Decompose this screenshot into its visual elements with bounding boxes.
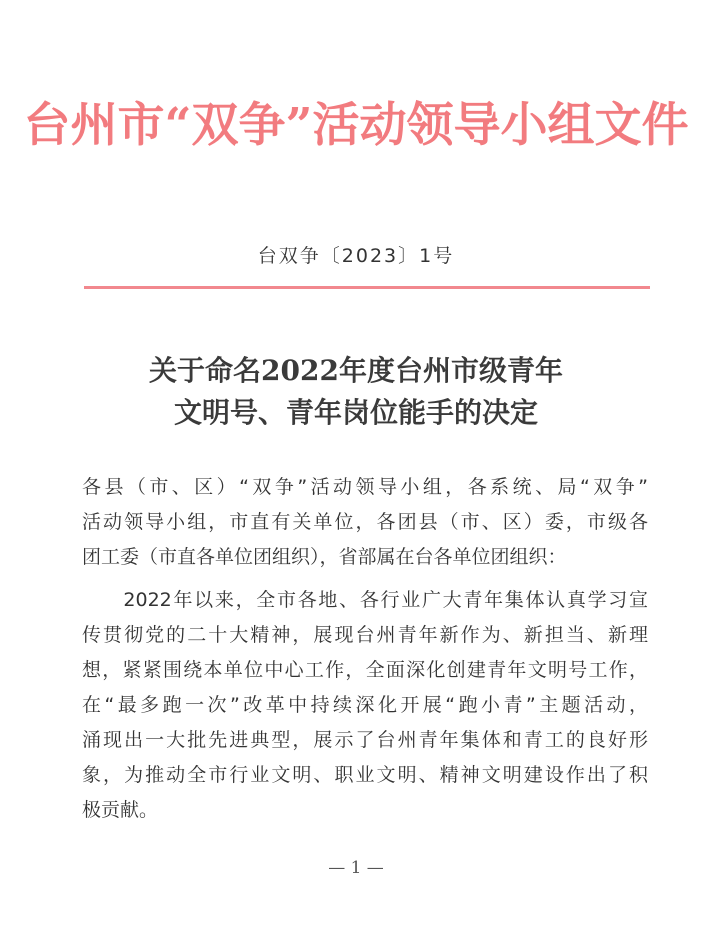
red-divider-rule [84,286,650,289]
page-number: — 1 — [328,858,384,878]
salutation-line: 各县（市、区）“双争”活动领导小组，各系统、局“双争” [82,476,648,498]
salutation [82,470,648,575]
paragraph-line: 2022年以来，全市各地、各行业广大青年集体认真学习宣 [82,589,648,611]
paragraph-line: 想，紧紧围绕本单位中心工作，全面深化创建青年文明号工作， [82,659,648,681]
paragraph-line: 涌现出一大批先进典型，展示了台州青年集体和青工的良好形 [82,729,648,751]
document-title [0,350,712,434]
paragraph-line: 象，为推动全市行业文明、职业文明、精神文明建设作出了积 [82,764,648,786]
body-paragraph [82,583,648,828]
title-line-2: 文明号、青年岗位能手的决定 [173,396,538,429]
document-masthead: 台州市“双争”活动领导小组文件 [23,98,689,153]
document-number: 台双争〔2023〕1号 [257,245,455,267]
paragraph-line: 在“最多跑一次”改革中持续深化开展“跑小青”主题活动， [82,694,648,716]
title-line-1: 关于命名2022年度台州市级青年 [149,354,563,387]
paragraph-line: 极贡献。 [82,799,159,821]
paragraph-line: 传贯彻党的二十大精神，展现台州青年新作为、新担当、新理 [82,624,648,646]
salutation-line: 团工委（市直各单位团组织），省部属在台各单位团组织： [82,546,567,568]
salutation-line: 活动领导小组，市直有关单位，各团县（市、区）委，市级各 [82,511,648,533]
